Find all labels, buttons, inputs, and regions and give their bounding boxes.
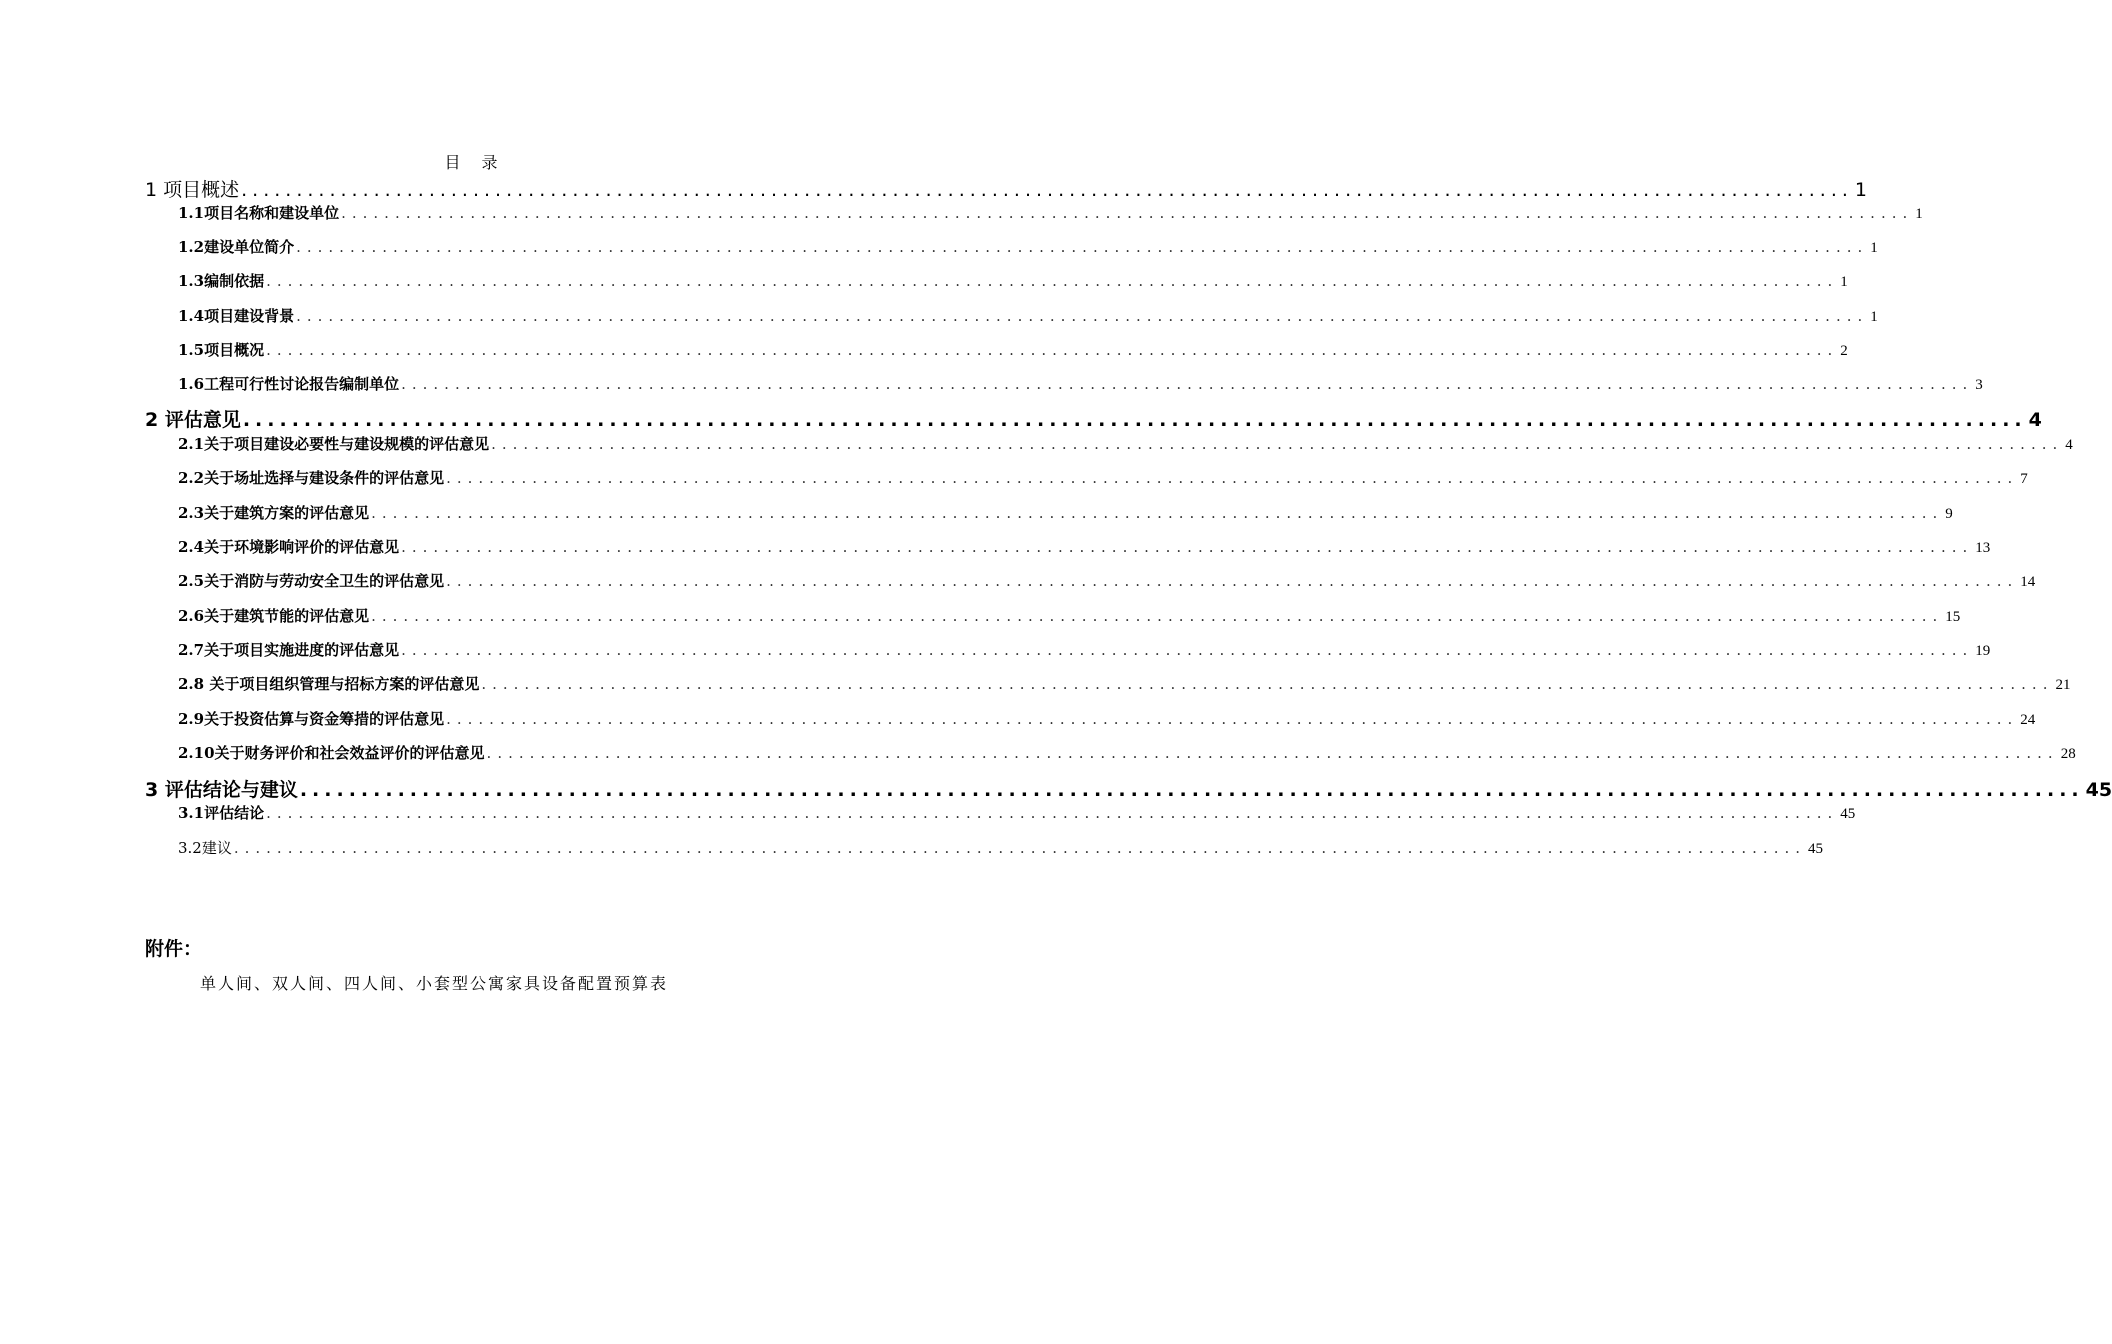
dot-leader: ..................................................................................................................................................: [371, 504, 1944, 522]
toc-entry-2-2[interactable]: [178, 467, 2028, 489]
dot-leader: ..................................................................................................................................................: [266, 804, 1839, 822]
dot-leader: ..................................................................................................................................................: [401, 538, 1974, 556]
toc-entry-title: 1.1项目名称和建设单位: [178, 204, 340, 222]
dot-leader: ..................................................................................................................................................: [446, 469, 2019, 487]
toc-entry-1-6[interactable]: [178, 373, 1983, 395]
dot-leader: ..................................................................................................................................................: [371, 607, 1944, 625]
toc-entry-page: 28: [2060, 746, 2076, 762]
dot-leader: ..................................................................................................................................................: [341, 204, 1914, 222]
toc-entry-title: 2.10关于财务评价和社会效益评价的评估意见: [178, 744, 485, 762]
annex-text: 单人间、双人间、四人间、小套型公寓家具设备配置预算表: [200, 974, 669, 993]
toc-entry-title: 2.9关于投资估算与资金筹措的评估意见: [178, 710, 445, 728]
annex-title: 附件：: [145, 938, 203, 960]
toc-entry-page: 1: [1915, 206, 1923, 222]
toc-entry-title: 2.5关于消防与劳动安全卫生的评估意见: [178, 572, 445, 590]
toc-entry-page: 24: [2020, 712, 2036, 728]
dot-leader: ..................................................................................................................................................: [233, 839, 1806, 857]
toc-entry-title: 2.6关于建筑节能的评估意见: [178, 607, 370, 625]
toc-entry-title: 1.3编制依据: [178, 272, 265, 290]
dot-leader: ..................................................................................................................................................: [241, 179, 1853, 201]
toc-entry-title: 1.2建设单位简介: [178, 238, 295, 256]
toc-entry-2-8[interactable]: [178, 673, 2071, 695]
dot-leader: ..................................................................................................................................................: [266, 272, 1839, 290]
toc-entry-title: 3.1评估结论: [178, 804, 265, 822]
toc-entry-page: 19: [1975, 643, 1991, 659]
toc-entry-page: 13: [1975, 540, 1991, 556]
toc-entry-title: 3.2建议: [178, 839, 232, 857]
dot-leader: ..................................................................................................................................................: [299, 779, 2084, 801]
dot-leader: ..................................................................................................................................................: [486, 744, 2059, 762]
toc-entry-1[interactable]: [145, 175, 1868, 201]
toc-entry-2-1[interactable]: [178, 433, 2073, 455]
toc-title: 目 录: [444, 153, 506, 172]
toc-entry-title: 1 项目概述: [145, 179, 240, 201]
toc-entry-page: 1: [1840, 274, 1848, 290]
toc-entry-2[interactable]: [145, 405, 2042, 431]
toc-entry-title: 2.3关于建筑方案的评估意见: [178, 504, 370, 522]
toc-entry-1-5[interactable]: [178, 339, 1848, 361]
toc-entry-page: 4: [2065, 437, 2073, 453]
toc-entry-1-3[interactable]: [178, 270, 1848, 292]
toc-entry-3-2[interactable]: [178, 837, 1823, 859]
toc-entry-title: 1.5项目概况: [178, 341, 265, 359]
toc-entry-page: 45: [1840, 806, 1856, 822]
dot-leader: ..................................................................................................................................................: [242, 409, 2027, 431]
toc-entry-page: 2: [1840, 343, 1848, 359]
toc-entry-3[interactable]: [145, 775, 2112, 801]
toc-entry-page: 21: [2055, 677, 2071, 693]
toc-entry-page: 4: [2028, 409, 2042, 431]
toc-entry-title: 2 评估意见: [145, 409, 241, 431]
toc-entry-2-5[interactable]: [178, 570, 2036, 592]
dot-leader: ..................................................................................................................................................: [401, 641, 1974, 659]
toc-entry-2-10[interactable]: [178, 742, 2076, 764]
dot-leader: ..................................................................................................................................................: [491, 435, 2064, 453]
toc-entry-2-9[interactable]: [178, 708, 2036, 730]
toc-entry-page: 1: [1870, 309, 1878, 325]
dot-leader: ..................................................................................................................................................: [446, 710, 2019, 728]
dot-leader: ..................................................................................................................................................: [296, 307, 1869, 325]
toc-entry-2-4[interactable]: [178, 536, 1991, 558]
toc-entry-page: 3: [1975, 377, 1983, 393]
toc-entry-title: 1.6工程可行性讨论报告编制单位: [178, 375, 400, 393]
dot-leader: ..................................................................................................................................................: [296, 238, 1869, 256]
toc-entry-3-1[interactable]: [178, 802, 1856, 824]
toc-entry-2-3[interactable]: [178, 502, 1953, 524]
toc-entry-2-7[interactable]: [178, 639, 1991, 661]
toc-entry-title: 1.4项目建设背景: [178, 307, 295, 325]
toc-entry-page: 1: [1854, 179, 1868, 201]
dot-leader: ..................................................................................................................................................: [401, 375, 1974, 393]
toc-entry-title: 2.8 关于项目组织管理与招标方案的评估意见: [178, 675, 480, 693]
toc-entry-page: 45: [2085, 779, 2112, 801]
dot-leader: ..................................................................................................................................................: [446, 572, 2019, 590]
toc-entry-title: 2.2关于场址选择与建设条件的评估意见: [178, 469, 445, 487]
toc-entry-page: 1: [1870, 240, 1878, 256]
dot-leader: ..................................................................................................................................................: [266, 341, 1839, 359]
toc-entry-1-2[interactable]: [178, 236, 1878, 258]
toc-entry-page: 15: [1945, 609, 1961, 625]
toc-entry-title: 2.7关于项目实施进度的评估意见: [178, 641, 400, 659]
toc-entry-title: 2.4关于环境影响评价的评估意见: [178, 538, 400, 556]
toc-entry-page: 9: [1945, 506, 1953, 522]
toc-entry-title: 2.1关于项目建设必要性与建设规模的评估意见: [178, 435, 490, 453]
dot-leader: ..................................................................................................................................................: [481, 675, 2054, 693]
toc-entry-1-4[interactable]: [178, 305, 1878, 327]
toc-entry-title: 3 评估结论与建议: [145, 779, 298, 801]
toc-entry-2-6[interactable]: [178, 605, 1961, 627]
toc-entry-page: 14: [2020, 574, 2036, 590]
toc-entry-page: 7: [2020, 471, 2028, 487]
toc-entry-page: 45: [1808, 841, 1823, 857]
toc-entry-1-1[interactable]: [178, 202, 1923, 224]
